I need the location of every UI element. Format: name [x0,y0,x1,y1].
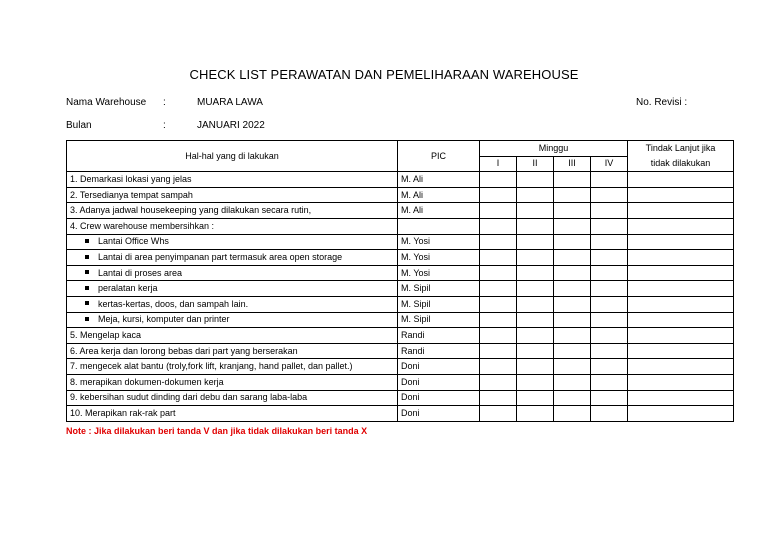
pic-cell: M. Yosi [398,250,480,266]
week-2-checkbox-cell[interactable] [517,328,554,344]
bullet-icon [85,270,89,274]
header-pic: PIC [398,141,480,172]
week-2-checkbox-cell[interactable] [517,359,554,375]
table-row [67,281,734,297]
pic-cell: M. Yosi [398,234,480,250]
week-3-checkbox-cell[interactable] [554,359,591,375]
followup-cell[interactable] [628,187,734,203]
task-cell [67,343,398,359]
task-cell [67,359,398,375]
revision-label: No. Revisi : [636,97,688,108]
table-row [67,406,734,422]
week-4-checkbox-cell[interactable] [591,203,628,219]
task-cell [67,312,398,328]
table-row [67,343,734,359]
week-2-checkbox-cell[interactable] [517,312,554,328]
task-text: 3. Adanya jadwal housekeeping yang dilakukan secara rutin, [70,205,312,216]
followup-cell[interactable] [628,281,734,297]
week-1-checkbox-cell[interactable] [480,281,517,297]
task-cell [67,172,398,188]
bullet-icon [85,301,89,305]
week-2-checkbox-cell[interactable] [517,187,554,203]
task-cell [67,250,398,266]
week-2-checkbox-cell[interactable] [517,343,554,359]
pic-cell: M. Ali [398,187,480,203]
week-4-checkbox-cell[interactable] [591,390,628,406]
table-row [67,187,734,203]
table-row [67,218,734,234]
pic-cell: M. Ali [398,172,480,188]
week-3-checkbox-cell[interactable] [554,390,591,406]
week-4-checkbox-cell[interactable] [591,234,628,250]
month-separator: : [163,120,166,131]
followup-cell[interactable] [628,296,734,312]
table-row [67,312,734,328]
week-2-checkbox-cell[interactable] [517,281,554,297]
task-text: kertas-kertas, doos, dan sampah lain. [98,298,249,309]
week-4-checkbox-cell[interactable] [591,374,628,390]
week-3-checkbox-cell[interactable] [554,406,591,422]
followup-cell[interactable] [628,374,734,390]
task-text: 6. Area kerja dan lorong bebas dari part yang berserakan [70,345,298,356]
week-4-checkbox-cell[interactable] [591,359,628,375]
week-3-checkbox-cell[interactable] [554,218,591,234]
warehouse-name-value: MUARA LAWA [197,97,263,108]
week-2-checkbox-cell[interactable] [517,296,554,312]
pic-cell: Randi [398,328,480,344]
week-4-checkbox-cell[interactable] [591,187,628,203]
pic-cell: M. Sipil [398,296,480,312]
warehouse-name-separator: : [163,97,166,108]
header-followup-line1: Tindak Lanjut jika [645,143,716,153]
week-1-checkbox-cell[interactable] [480,359,517,375]
pic-cell: Doni [398,406,480,422]
week-1-checkbox-cell[interactable] [480,390,517,406]
followup-cell[interactable] [628,265,734,281]
bullet-icon [85,286,89,290]
week-3-checkbox-cell[interactable] [554,234,591,250]
followup-cell[interactable] [628,359,734,375]
week-4-checkbox-cell[interactable] [591,281,628,297]
task-cell [67,203,398,219]
pic-cell: Doni [398,390,480,406]
followup-cell[interactable] [628,312,734,328]
week-1-checkbox-cell[interactable] [480,343,517,359]
followup-cell[interactable] [628,328,734,344]
week-4-checkbox-cell[interactable] [591,406,628,422]
pic-cell: M. Sipil [398,281,480,297]
week-3-checkbox-cell[interactable] [554,187,591,203]
week-4-checkbox-cell[interactable] [591,343,628,359]
pic-cell: M. Sipil [398,312,480,328]
task-text: 10. Merapikan rak-rak part [70,407,176,418]
checklist-body [67,172,734,422]
header-followup-line2: tidak dilakukan [650,158,711,168]
task-text: 9. kebersihan sudut dinding dari debu dan sarang laba-laba [70,392,308,403]
week-1-checkbox-cell[interactable] [480,187,517,203]
table-row [67,203,734,219]
month-label: Bulan [66,120,92,131]
week-3-checkbox-cell[interactable] [554,250,591,266]
pic-cell: M. Yosi [398,265,480,281]
followup-cell[interactable] [628,406,734,422]
bullet-icon [85,255,89,259]
header-followup [628,141,734,172]
table-row [67,234,734,250]
week-4-checkbox-cell[interactable] [591,218,628,234]
week-2-checkbox-cell[interactable] [517,390,554,406]
week-2-checkbox-cell[interactable] [517,265,554,281]
week-4-checkbox-cell[interactable] [591,312,628,328]
week-2-checkbox-cell[interactable] [517,406,554,422]
followup-cell[interactable] [628,390,734,406]
followup-cell[interactable] [628,203,734,219]
task-text: Lantai di area penyimpanan part termasuk area open storage [98,251,343,262]
week-1-checkbox-cell[interactable] [480,203,517,219]
task-cell [67,234,398,250]
pic-cell: Doni [398,374,480,390]
table-row [67,390,734,406]
week-1-checkbox-cell[interactable] [480,265,517,281]
week-1-checkbox-cell[interactable] [480,250,517,266]
week-2-checkbox-cell[interactable] [517,250,554,266]
week-1-checkbox-cell[interactable] [480,296,517,312]
week-3-checkbox-cell[interactable] [554,281,591,297]
week-2-checkbox-cell[interactable] [517,172,554,188]
task-cell [67,281,398,297]
week-1-checkbox-cell[interactable] [480,406,517,422]
week-4-checkbox-cell[interactable] [591,250,628,266]
table-row [67,374,734,390]
week-2-checkbox-cell[interactable] [517,374,554,390]
header-task: Hal-hal yang di lakukan [67,141,398,172]
week-3-checkbox-cell[interactable] [554,343,591,359]
week-4-checkbox-cell[interactable] [591,328,628,344]
task-cell [67,374,398,390]
warehouse-name-label: Nama Warehouse [66,97,147,108]
header-week-1: I [480,156,517,172]
week-1-checkbox-cell[interactable] [480,218,517,234]
followup-cell[interactable] [628,343,734,359]
week-3-checkbox-cell[interactable] [554,374,591,390]
header-week-3: III [554,156,591,172]
task-text: 7. mengecek alat bantu (troly,fork lift, kranjang, hand pallet, dan pallet.) [70,361,353,372]
followup-cell[interactable] [628,218,734,234]
header-week-2: II [517,156,554,172]
task-text: 5. Mengelap kaca [70,329,142,340]
followup-cell[interactable] [628,250,734,266]
task-cell [67,390,398,406]
task-text: Lantai di proses area [98,267,183,278]
followup-cell[interactable] [628,234,734,250]
week-1-checkbox-cell[interactable] [480,172,517,188]
task-cell [67,218,398,234]
table-row [67,359,734,375]
task-cell [67,328,398,344]
task-text: 8. merapikan dokumen-dokumen kerja [70,376,224,387]
week-3-checkbox-cell[interactable] [554,265,591,281]
week-4-checkbox-cell[interactable] [591,265,628,281]
week-3-checkbox-cell[interactable] [554,296,591,312]
week-1-checkbox-cell[interactable] [480,234,517,250]
table-row [67,172,734,188]
month-value: JANUARI 2022 [197,120,265,131]
pic-cell: Doni [398,359,480,375]
task-cell [67,296,398,312]
task-text: Lantai Office Whs [98,236,169,247]
pic-cell: Randi [398,343,480,359]
header-week-4: IV [591,156,628,172]
week-3-checkbox-cell[interactable] [554,312,591,328]
table-row [67,296,734,312]
week-3-checkbox-cell[interactable] [554,328,591,344]
task-cell [67,187,398,203]
week-2-checkbox-cell[interactable] [517,203,554,219]
week-4-checkbox-cell[interactable] [591,172,628,188]
week-2-checkbox-cell[interactable] [517,218,554,234]
task-text: peralatan kerja [98,283,158,294]
week-3-checkbox-cell[interactable] [554,172,591,188]
bullet-icon [85,317,89,321]
table-row [67,328,734,344]
week-1-checkbox-cell[interactable] [480,312,517,328]
task-cell [67,265,398,281]
week-1-checkbox-cell[interactable] [480,374,517,390]
task-text: 2. Tersedianya tempat sampah [70,189,193,200]
task-text: Meja, kursi, komputer dan printer [98,314,230,325]
note-text: Note : Jika dilakukan beri tanda V dan jika tidak dilakukan beri tanda X [66,426,368,436]
pic-cell [398,218,480,234]
page-title: CHECK LIST PERAWATAN DAN PEMELIHARAAN WAREHOUSE [189,67,579,82]
pic-cell: M. Ali [398,203,480,219]
task-text: 4. Crew warehouse membersihkan : [70,220,215,231]
week-4-checkbox-cell[interactable] [591,296,628,312]
table-row [67,250,734,266]
bullet-icon [85,239,89,243]
task-cell [67,406,398,422]
followup-cell[interactable] [628,172,734,188]
header-week-group: Minggu [480,141,628,157]
checklist-table [66,140,734,422]
week-1-checkbox-cell[interactable] [480,328,517,344]
table-row [67,265,734,281]
week-3-checkbox-cell[interactable] [554,203,591,219]
task-text: 1. Demarkasi lokasi yang jelas [70,173,192,184]
week-2-checkbox-cell[interactable] [517,234,554,250]
